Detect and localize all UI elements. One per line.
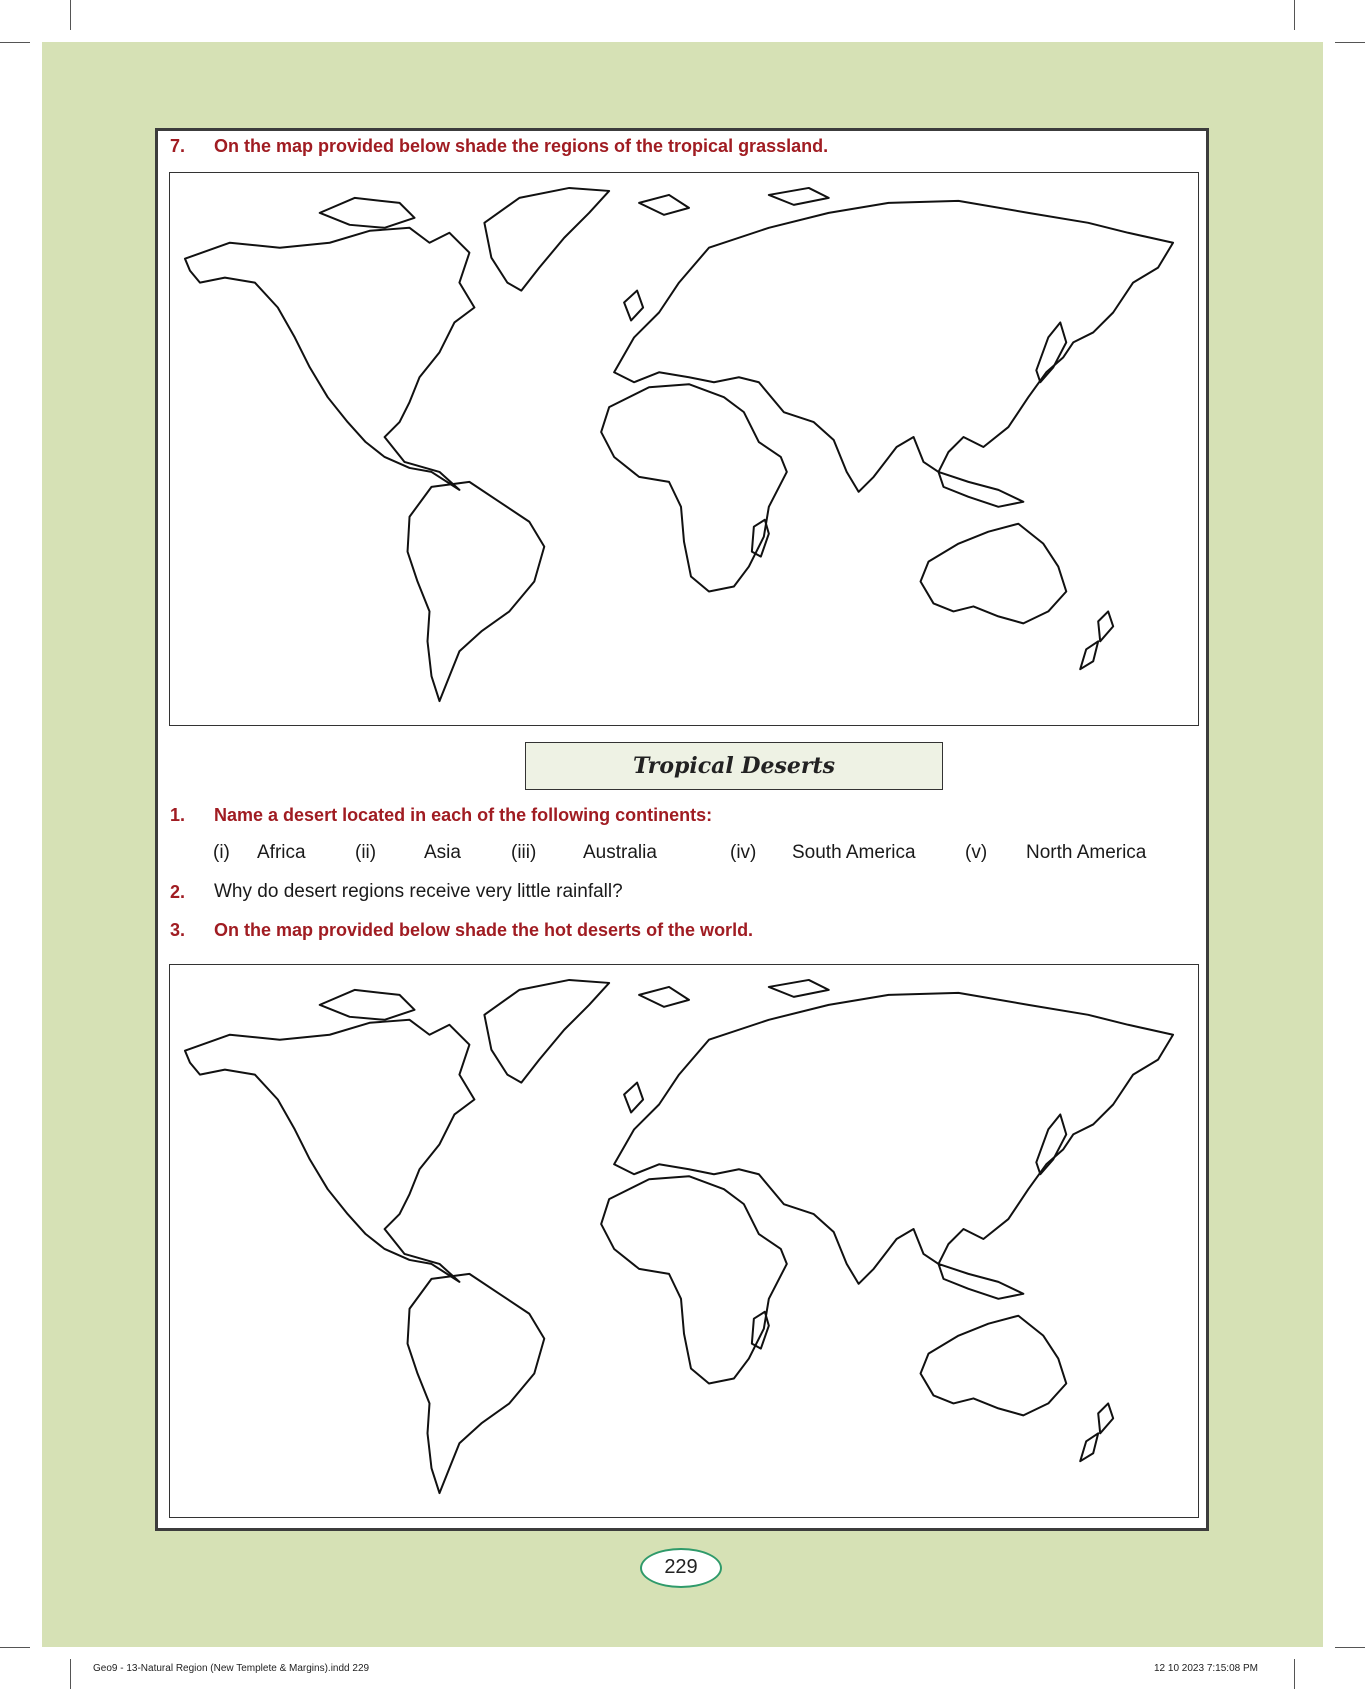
world-map-grassland[interactable] xyxy=(169,172,1199,726)
australia-outline xyxy=(921,524,1067,624)
crop-mark xyxy=(70,1659,71,1689)
arctic-islands-outline xyxy=(320,188,829,228)
greenland-outline xyxy=(484,188,609,291)
japan-outline xyxy=(1036,322,1066,382)
south-america-outline xyxy=(408,1274,545,1493)
south-america-outline xyxy=(408,482,545,701)
question-number: 2. xyxy=(170,882,186,902)
question-text: On the map provided below shade the hot deserts of the world. xyxy=(214,920,754,940)
crop-mark xyxy=(1335,1647,1365,1648)
option-value: Asia xyxy=(424,842,461,863)
africa-outline xyxy=(601,384,787,591)
option-label: (iv) xyxy=(730,842,757,863)
option-label: (iii) xyxy=(511,842,537,863)
greenland-outline xyxy=(484,980,609,1083)
uk-outline xyxy=(624,1083,643,1113)
question-text: Name a desert located in each of the following continents: xyxy=(214,805,713,825)
eurasia-outline xyxy=(614,993,1173,1284)
eurasia-outline xyxy=(614,201,1173,492)
question-text: On the map provided below shade the regions of the tropical grassland. xyxy=(214,136,829,156)
option-label: (i) xyxy=(213,842,230,863)
world-map-deserts[interactable] xyxy=(169,964,1199,1518)
australia-outline xyxy=(921,1316,1067,1416)
footer-file-name: Geo9 - 13-Natural Region (New Templete & Margins).indd 229 xyxy=(93,1663,370,1674)
page-number: 229 xyxy=(640,1548,722,1588)
crop-mark xyxy=(1294,0,1295,30)
madagascar-outline xyxy=(752,520,769,557)
uk-outline xyxy=(624,291,643,321)
footer-timestamp: 12 10 2023 7:15:08 PM xyxy=(1154,1663,1258,1674)
north-america-outline xyxy=(185,228,474,490)
question-number: 7. xyxy=(170,136,186,156)
indonesia-outline xyxy=(939,1264,1024,1299)
world-outline-map xyxy=(170,173,1198,725)
crop-mark xyxy=(0,42,30,43)
world-outline-map xyxy=(170,965,1198,1517)
question-text: Why do desert regions receive very little rainfall? xyxy=(214,881,623,902)
africa-outline xyxy=(601,1176,787,1383)
section-title: Tropical Deserts xyxy=(525,742,943,790)
option-value: Africa xyxy=(257,842,306,863)
crop-mark xyxy=(1294,1659,1295,1689)
crop-mark xyxy=(70,0,71,30)
japan-outline xyxy=(1036,1114,1066,1174)
arctic-islands-outline xyxy=(320,980,829,1020)
option-label: (ii) xyxy=(355,842,377,863)
option-value: North America xyxy=(1026,842,1147,863)
question-number: 1. xyxy=(170,805,186,825)
indonesia-outline xyxy=(939,472,1024,507)
madagascar-outline xyxy=(752,1312,769,1349)
new-zealand-outline xyxy=(1080,1403,1113,1461)
option-label: (v) xyxy=(965,842,988,863)
crop-mark xyxy=(0,1647,30,1648)
option-value: Australia xyxy=(583,842,657,863)
north-america-outline xyxy=(185,1020,474,1282)
new-zealand-outline xyxy=(1080,611,1113,669)
question-number: 3. xyxy=(170,920,186,940)
option-value: South America xyxy=(792,842,916,863)
crop-mark xyxy=(1335,42,1365,43)
